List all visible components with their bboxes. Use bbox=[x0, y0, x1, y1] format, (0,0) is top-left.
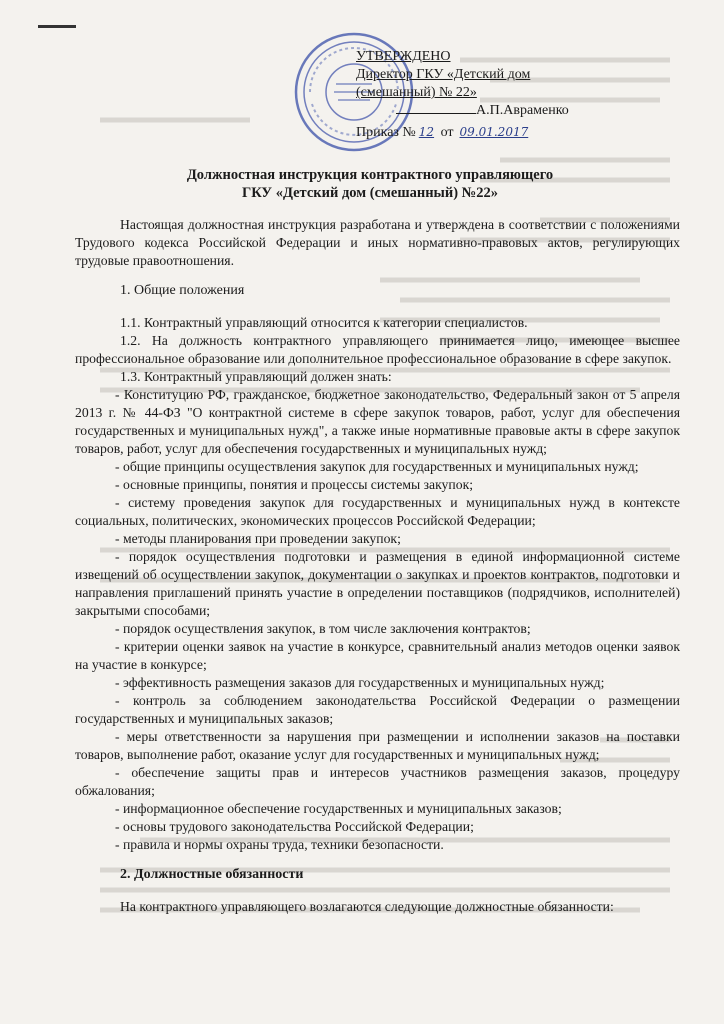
list-item: - основные принципы, понятия и процессы системы закупок; bbox=[115, 477, 474, 492]
list-item: - обеспечение защиты прав и интересов участников размещения заказов, процедуру обжалования; bbox=[75, 765, 680, 798]
clause-1-2: 1.2. На должность контрактного управляющего принимается лицо, имеющее высшее профессиональное образование или дополнительное профессиональное образование в сфере закупок. bbox=[75, 333, 680, 366]
document-body bbox=[75, 216, 680, 916]
section-2-title: 2. Должностные обязанности bbox=[120, 867, 304, 882]
approval-heading: УТВЕРЖДЕНО bbox=[356, 49, 451, 64]
scan-mark bbox=[38, 25, 76, 28]
list-item: - порядок осуществления подготовки и размещения в единой информационной системе извещений об осуществлении закупок, документации о закупках и проектов контрактов, подготовки и направления приглашений принять участие в определении поставщиков (подрядчиков, исполнителей) закрытыми способами; bbox=[75, 549, 680, 618]
intro-paragraph: Настоящая должностная инструкция разработана и утверждена в соответствии с положениями Трудового кодекса Российской Федерации и иных нормативно-правовых актов, регулирующих трудовые правоотношения. bbox=[75, 217, 680, 268]
title-line-2: ГКУ «Детский дом (смешанный) №22» bbox=[241, 185, 498, 201]
clause-1-3: 1.3. Контрактный управляющий должен знать: bbox=[120, 369, 392, 384]
list-item: - методы планирования при проведении закупок; bbox=[115, 531, 401, 546]
title-line-1: Должностная инструкция контрактного управляющего bbox=[186, 167, 554, 183]
approval-signature-line bbox=[396, 102, 616, 120]
list-item: - основы трудового законодательства Российской Федерации; bbox=[115, 819, 474, 834]
section-2-intro: На контрактного управляющего возлагаются следующие должностные обязанности: bbox=[120, 899, 614, 914]
list-item: - порядок осуществления закупок, в том числе заключения контрактов; bbox=[115, 621, 531, 636]
list-item: - общие принципы осуществления закупок для государственных и муниципальных нужд; bbox=[115, 459, 639, 474]
order-label: Приказ № bbox=[356, 125, 416, 140]
order-from-label: от bbox=[440, 125, 454, 140]
director-name: А.П.Авраменко bbox=[476, 103, 569, 118]
approval-order-line bbox=[356, 123, 616, 142]
order-number: 12 bbox=[418, 125, 435, 139]
approval-block bbox=[356, 48, 616, 142]
list-item: - контроль за соблюдением законодательства Российской Федерации о размещении государственных и муниципальных заказов; bbox=[75, 693, 680, 726]
list-item: - систему проведения закупок для государственных и муниципальных нужд в контексте социальных, политических, экономических процессов Российской Федерации; bbox=[75, 495, 680, 528]
list-item: - эффективность размещения заказов для государственных и муниципальных нужд; bbox=[115, 675, 605, 690]
list-item: - Конституцию РФ, гражданское, бюджетное законодательство, Федеральный закон от 5 апреля 2013 г. № 44-ФЗ "О контрактной системе в сфере закупок товаров, работ, услуг для обеспечения государственных и муниципальных нужд", а также иные нормативные правовые акты в сфере закупок товаров, работ, услуг для обеспечения государственных и муниципальных нужд; bbox=[75, 387, 680, 456]
clause-1-1: 1.1. Контрактный управляющий относится к категории специалистов. bbox=[120, 315, 528, 330]
list-item: - информационное обеспечение государственных и муниципальных заказов; bbox=[115, 801, 562, 816]
signature bbox=[396, 113, 476, 114]
list-item: - правила и нормы охраны труда, техники безопасности. bbox=[115, 837, 444, 852]
order-date: 09.01.2017 bbox=[459, 125, 529, 139]
list-item: - критерии оценки заявок на участие в конкурсе, сравнительный анализ методов оценки заявок на участие в конкурсе; bbox=[75, 639, 680, 672]
section-1-title: 1. Общие положения bbox=[120, 283, 245, 298]
approval-position-line1: Директор ГКУ «Детский дом bbox=[356, 67, 531, 82]
list-item: - меры ответственности за нарушения при размещении и исполнении заказов на поставки товаров, выполнение работ, оказание услуг для государственных и муниципальных нужд; bbox=[75, 729, 680, 762]
approval-position-line2: (смешанный) № 22» bbox=[356, 85, 477, 100]
document-title bbox=[70, 166, 670, 202]
